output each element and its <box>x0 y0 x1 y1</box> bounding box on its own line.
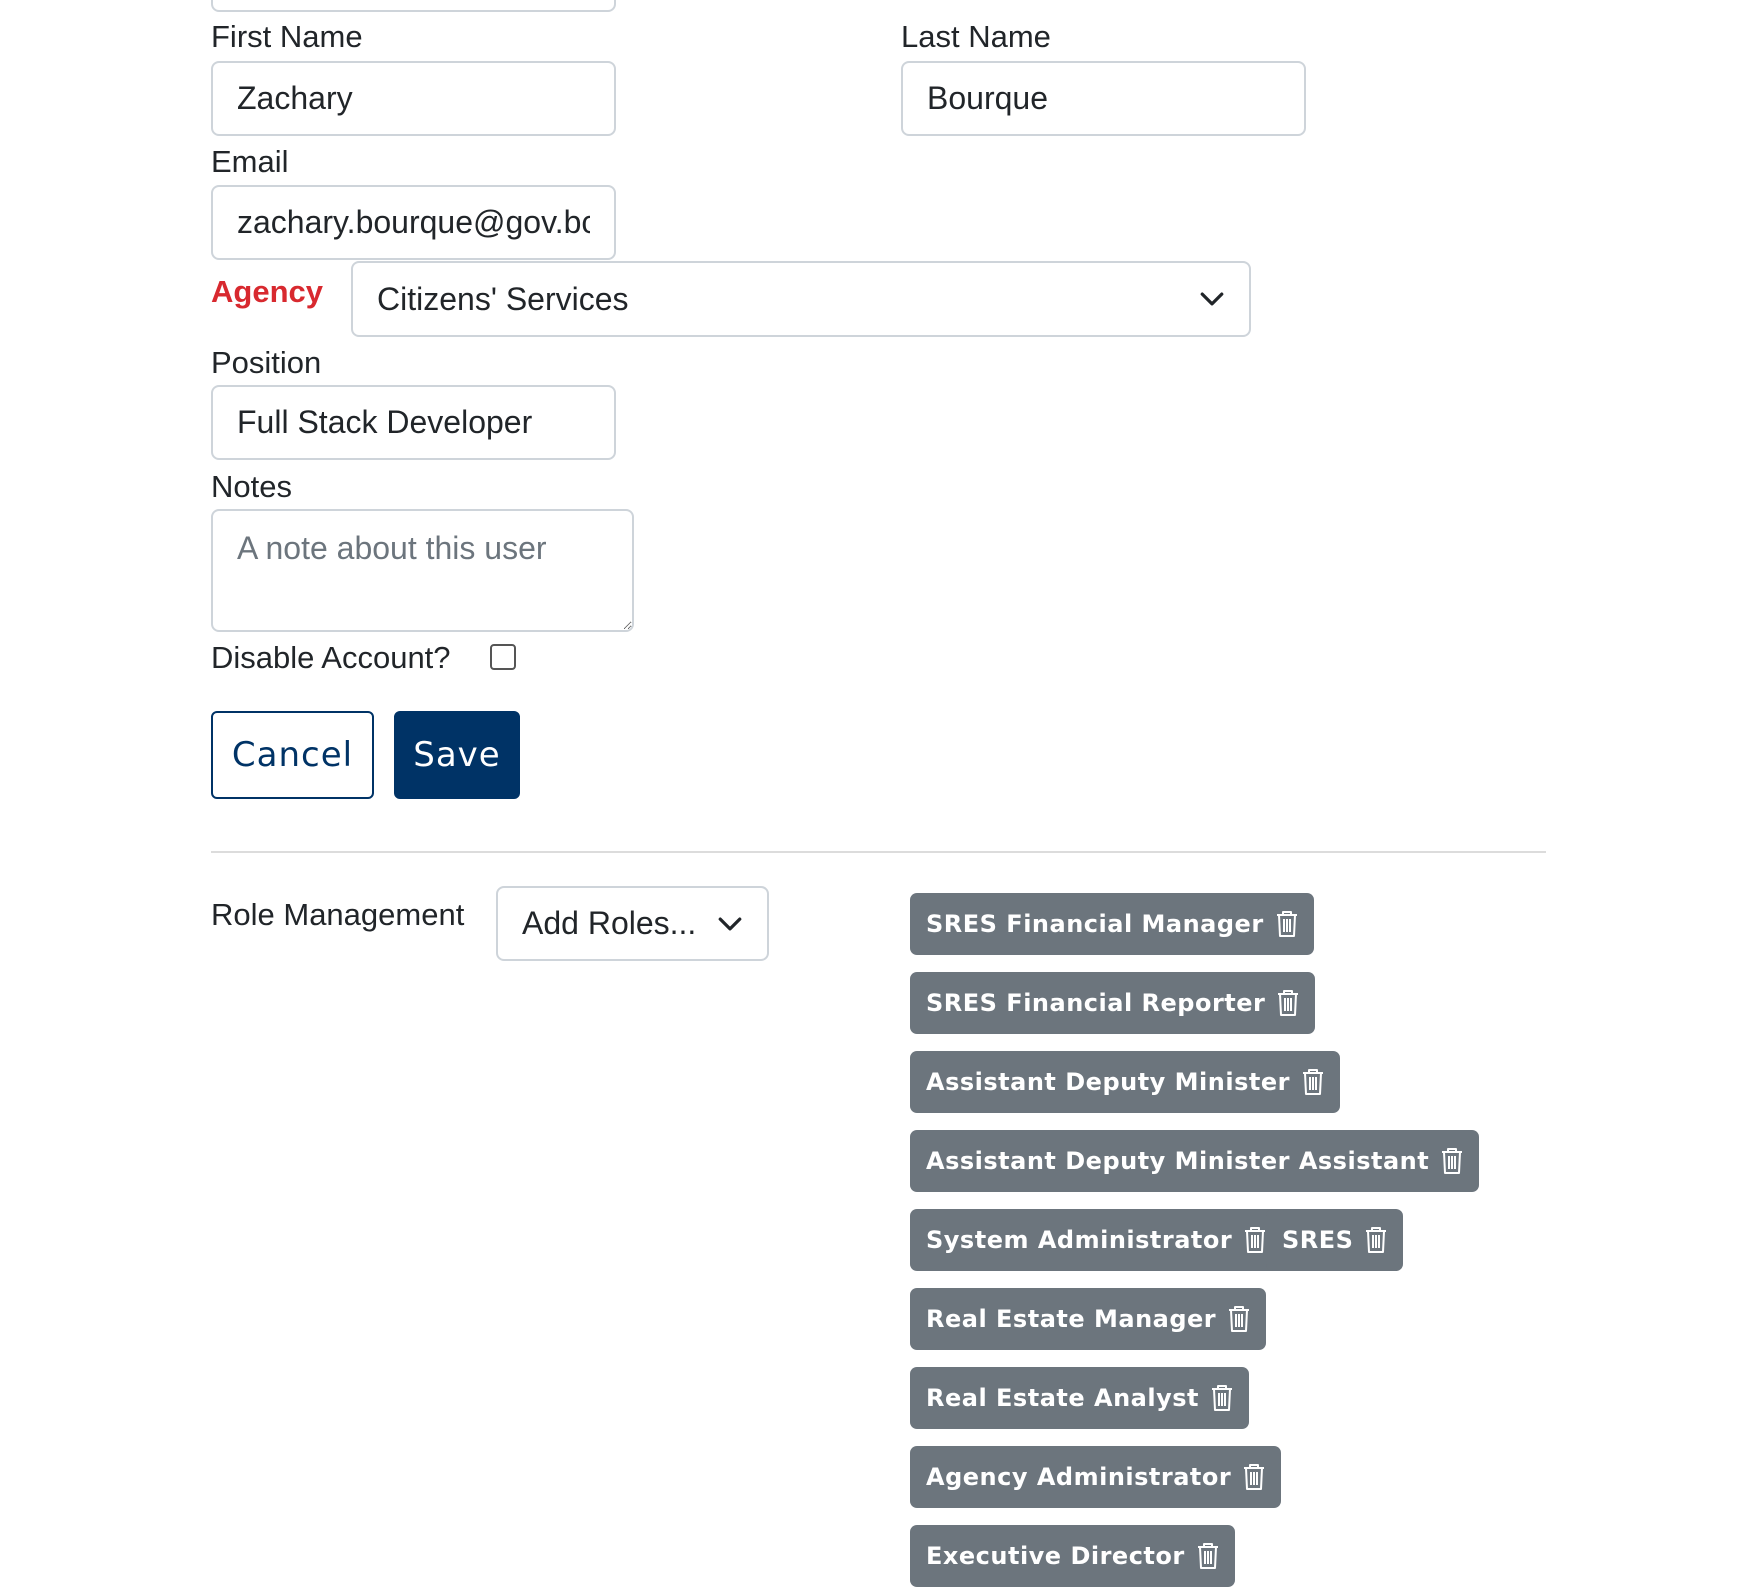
role-pill <box>1266 1209 1403 1271</box>
trash-icon[interactable] <box>1242 1225 1268 1255</box>
role-pill <box>910 1446 1281 1508</box>
role-pill <box>910 1051 1340 1113</box>
chevron-down-icon <box>1199 286 1225 312</box>
role-pill-label: Agency Administrator <box>926 1463 1232 1491</box>
role-pill-label: SRES Financial Manager <box>926 910 1264 938</box>
role-pill-label: Assistant Deputy Minister Assistant <box>926 1147 1430 1175</box>
role-pill <box>910 1525 1235 1587</box>
email-label: Email <box>211 144 289 179</box>
position-input[interactable] <box>211 385 616 460</box>
add-roles-placeholder: Add Roles... <box>522 905 697 941</box>
disable-account-checkbox[interactable] <box>490 644 516 670</box>
trash-icon[interactable] <box>1274 909 1300 939</box>
trash-icon[interactable] <box>1300 1067 1326 1097</box>
role-management-label: Role Management <box>211 897 465 932</box>
role-pill-label: Real Estate Analyst <box>926 1384 1199 1412</box>
role-pill-label: SRES Financial Reporter <box>926 989 1266 1017</box>
trash-icon[interactable] <box>1363 1225 1389 1255</box>
role-pill <box>910 1288 1266 1350</box>
role-pill <box>910 1209 1282 1271</box>
first-name-label: First Name <box>211 19 363 54</box>
agency-label: Agency <box>211 274 323 309</box>
trash-icon[interactable] <box>1209 1383 1235 1413</box>
role-pill-label: Executive Director <box>926 1542 1185 1570</box>
save-button[interactable]: Save <box>394 711 520 799</box>
role-pill-label: System Administrator <box>926 1226 1233 1254</box>
role-pill-label: Real Estate Manager <box>926 1305 1217 1333</box>
chevron-down-icon <box>717 911 743 937</box>
agency-select[interactable] <box>351 261 1251 337</box>
section-divider <box>211 851 1546 853</box>
notes-textarea[interactable] <box>211 509 634 632</box>
last-name-input[interactable] <box>901 61 1306 136</box>
trash-icon[interactable] <box>1195 1541 1221 1571</box>
role-pill <box>910 1130 1479 1192</box>
previous-field-stub <box>211 0 616 12</box>
trash-icon[interactable] <box>1439 1146 1465 1176</box>
trash-icon[interactable] <box>1241 1462 1267 1492</box>
add-roles-select[interactable] <box>496 886 769 961</box>
role-pill <box>910 893 1314 955</box>
role-pill <box>910 972 1315 1034</box>
agency-selected-value: Citizens' Services <box>377 280 629 317</box>
cancel-button[interactable]: Cancel <box>211 711 374 799</box>
role-pill <box>910 1367 1249 1429</box>
position-label: Position <box>211 345 322 380</box>
role-pill-label: SRES <box>1282 1226 1354 1254</box>
first-name-input[interactable] <box>211 61 616 136</box>
role-pill-label: Assistant Deputy Minister <box>926 1068 1290 1096</box>
trash-icon[interactable] <box>1226 1304 1252 1334</box>
trash-icon[interactable] <box>1275 988 1301 1018</box>
email-input[interactable] <box>211 185 616 260</box>
last-name-label: Last Name <box>901 19 1051 54</box>
disable-account-label: Disable Account? <box>211 640 451 675</box>
notes-label: Notes <box>211 469 292 504</box>
